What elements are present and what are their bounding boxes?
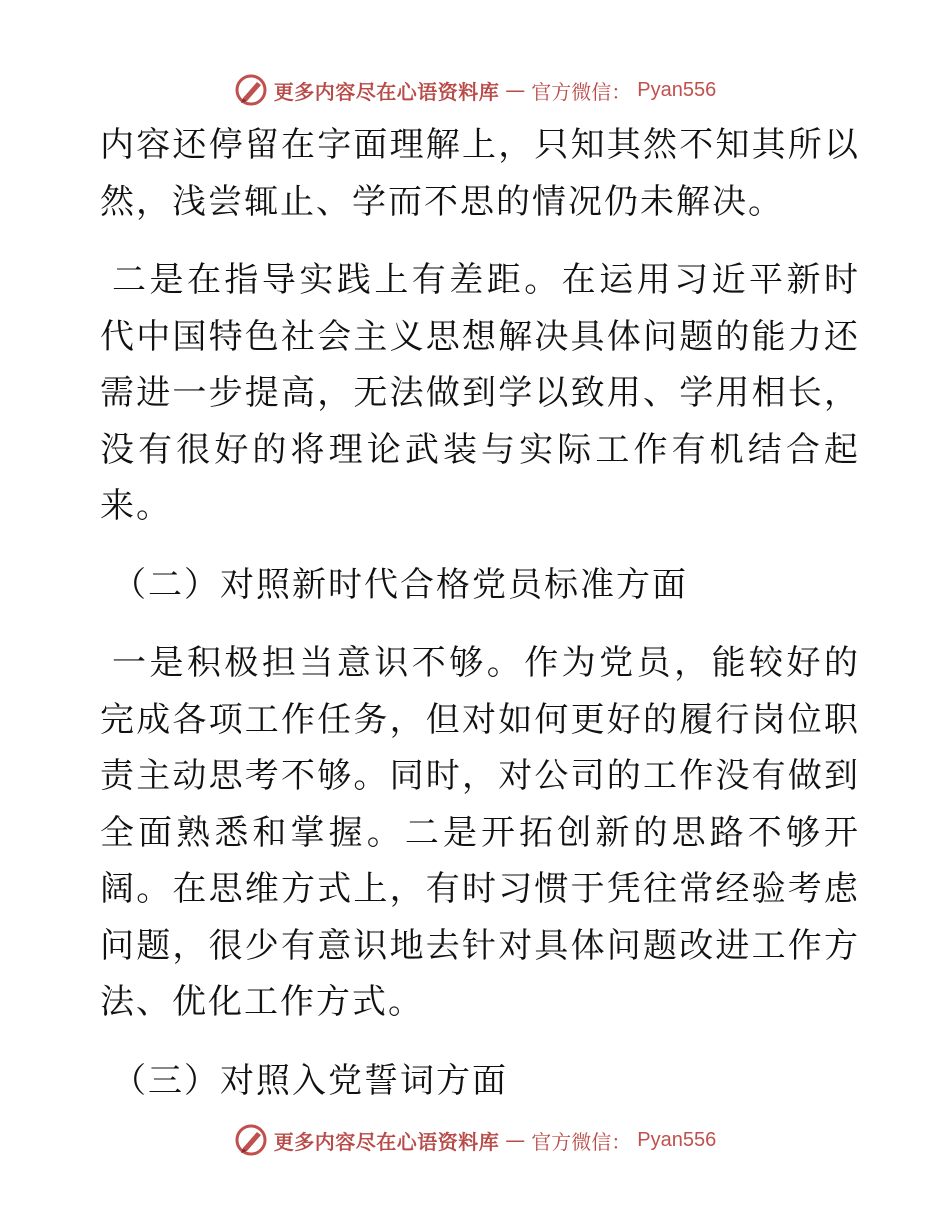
watermark-separator: — <box>505 1128 526 1152</box>
pen-circle-logo-icon <box>234 73 268 107</box>
pen-circle-logo-icon <box>234 1123 268 1157</box>
paragraph-continued: 内容还停留在字面理解上，只知其然不知其所以然，浅尝辄止、学而不思的情况仍未解决。 <box>100 125 860 222</box>
paragraph-practice-gap: 二是在指导实践上有差距。在运用习近平新时代中国特色社会主义思想解决具体问题的能力还需进一步提高，无法做到学以致用、学用相长，没有很好的将理论武装与实际工作有机结合起来。 <box>100 260 860 526</box>
watermark-separator: — <box>505 78 526 102</box>
section-heading-three: （三）对照入党誓词方面 <box>112 1060 508 1101</box>
section-heading-two: （二）对照新时代合格党员标准方面 <box>112 564 688 605</box>
watermark-code: Pyan556 <box>637 78 717 101</box>
watermark-label: 官方微信： <box>531 79 632 104</box>
watermark-label: 官方微信： <box>531 1129 632 1154</box>
header-watermark <box>0 70 950 110</box>
footer-watermark <box>0 1120 950 1160</box>
paragraph-responsibility: 一是积极担当意识不够。作为党员，能较好的完成各项工作任务，但对如何更好的履行岗位职责主动思考不够。同时，对公司的工作没有做到全面熟悉和掌握。二是开拓创新的思路不够开阔。在思维方式上，有时习惯于凭往常经验考虑问题，很少有意识地去针对具体问题改进工作方法、优化工作方式。 <box>100 643 860 1022</box>
watermark-code: Pyan556 <box>637 1128 717 1151</box>
watermark-text: 更多内容尽在心语资料库 <box>273 79 500 104</box>
document-body <box>100 117 860 1131</box>
watermark-text: 更多内容尽在心语资料库 <box>273 1129 500 1154</box>
